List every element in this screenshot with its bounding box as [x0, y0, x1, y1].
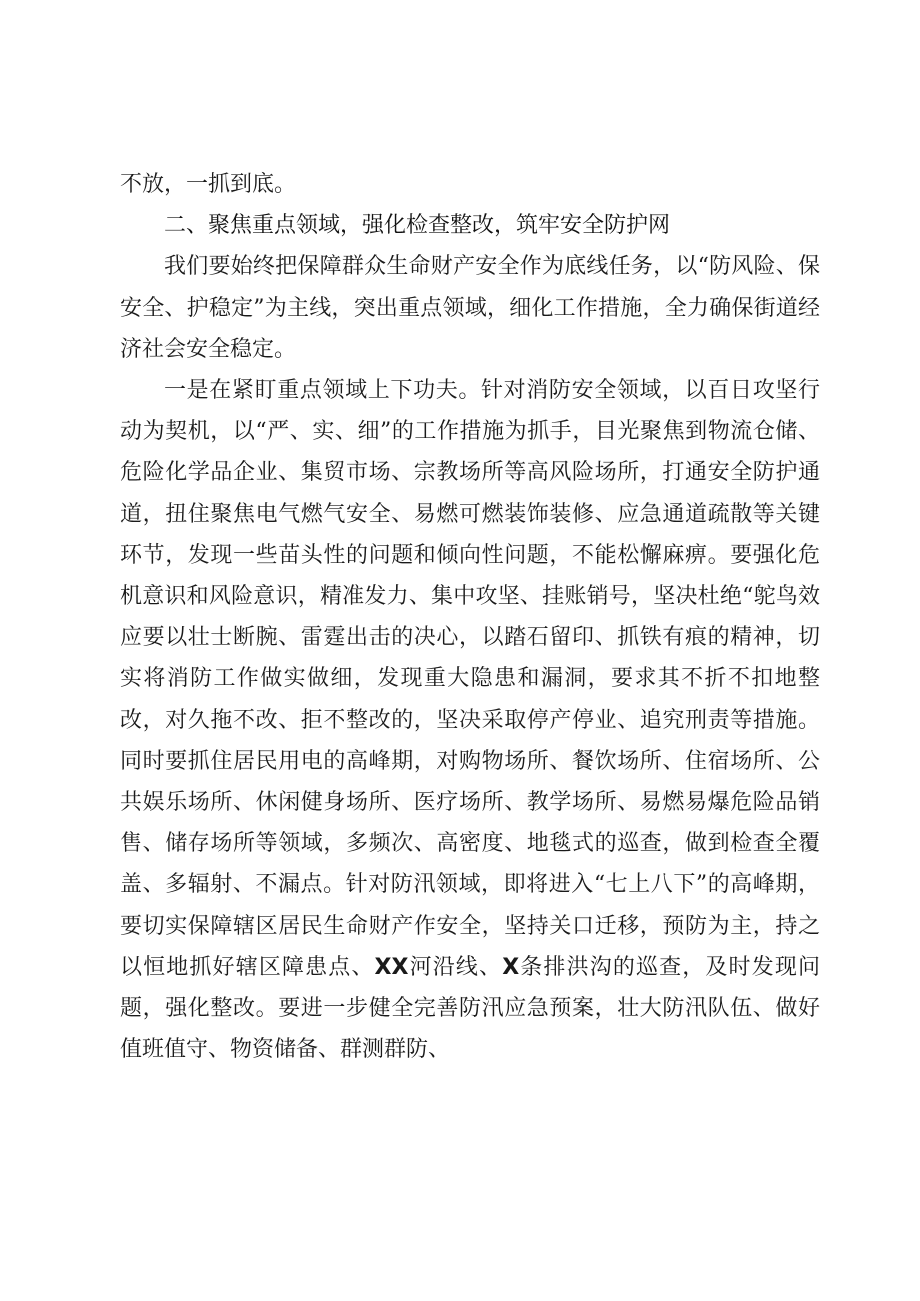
paragraph-main-text-3: 条排洪沟的巡查，及时发现问题，强化整改。要进一步健全完善防汛应急预案，壮大防汛队伍、做好值班值守、物资储备、群测群防、: [120, 954, 820, 1063]
bold-placeholder-x: X: [502, 954, 520, 980]
paragraph-main-text-1: 一是在紧盯重点领域上下功夫。针对消防安全领域，以百日攻坚行动为契机，以“严、实、细”的工作措施为抓手，目光聚焦到物流仓储、危险化学品企业、集贸市场、宗教场所等高风险场所，打通安全防护通道，扭住聚焦电气燃气安全、易燃可燃装饰装修、应急通道疏散等关键环节，发现一些苗头性的问题和倾向性问题，不能松懈麻痹。要强化危机意识和风险意识，精准发力、集中攻坚、挂账销号，坚决杜绝“鸵鸟效应要以壮士断腕、雷霆出击的决心，以踏石留印、抓铁有痕的精神，切实将消防工作做实做细，发现重大隐患和漏洞，要求其不折不扣地整改，对久拖不改、拒不整改的，坚决采取停产停业、追究刑责等措施。同时要抓住居民用电的高峰期，对购物场所、餐饮场所、住宿场所、公共娱乐场所、休闲健身场所、医疗场所、教学场所、易燃易爆危险品销售、储存场所等领域，多频次、高密度、地毯式的巡查，做到检查全覆盖、多辐射、不漏点。针对防汛领域，即将进入“七上八下”的高峰期，要切实保障辖区居民生命财产作安全，坚持关口迁移，预防为主，持之以恒地抓好辖区障患点、: [120, 378, 820, 980]
paragraph-continuation: 不放，一抓到底。: [120, 172, 297, 197]
bold-placeholder-xx: XX: [374, 954, 409, 980]
section-heading: 二、聚焦重点领域，强化检查整改，筑牢安全防护网: [164, 213, 671, 239]
paragraph-main: [120, 370, 820, 1070]
document-body: [120, 164, 820, 1070]
paragraph-main-text-2: 河沿线、: [408, 954, 503, 980]
paragraph-intro: 我们要始终把保障群众生命财产安全作为底线任务，以“防风险、保安全、护稳定”为主线，突出重点领域，细化工作措施，全力确保街道经济社会安全稳定。: [120, 254, 820, 362]
